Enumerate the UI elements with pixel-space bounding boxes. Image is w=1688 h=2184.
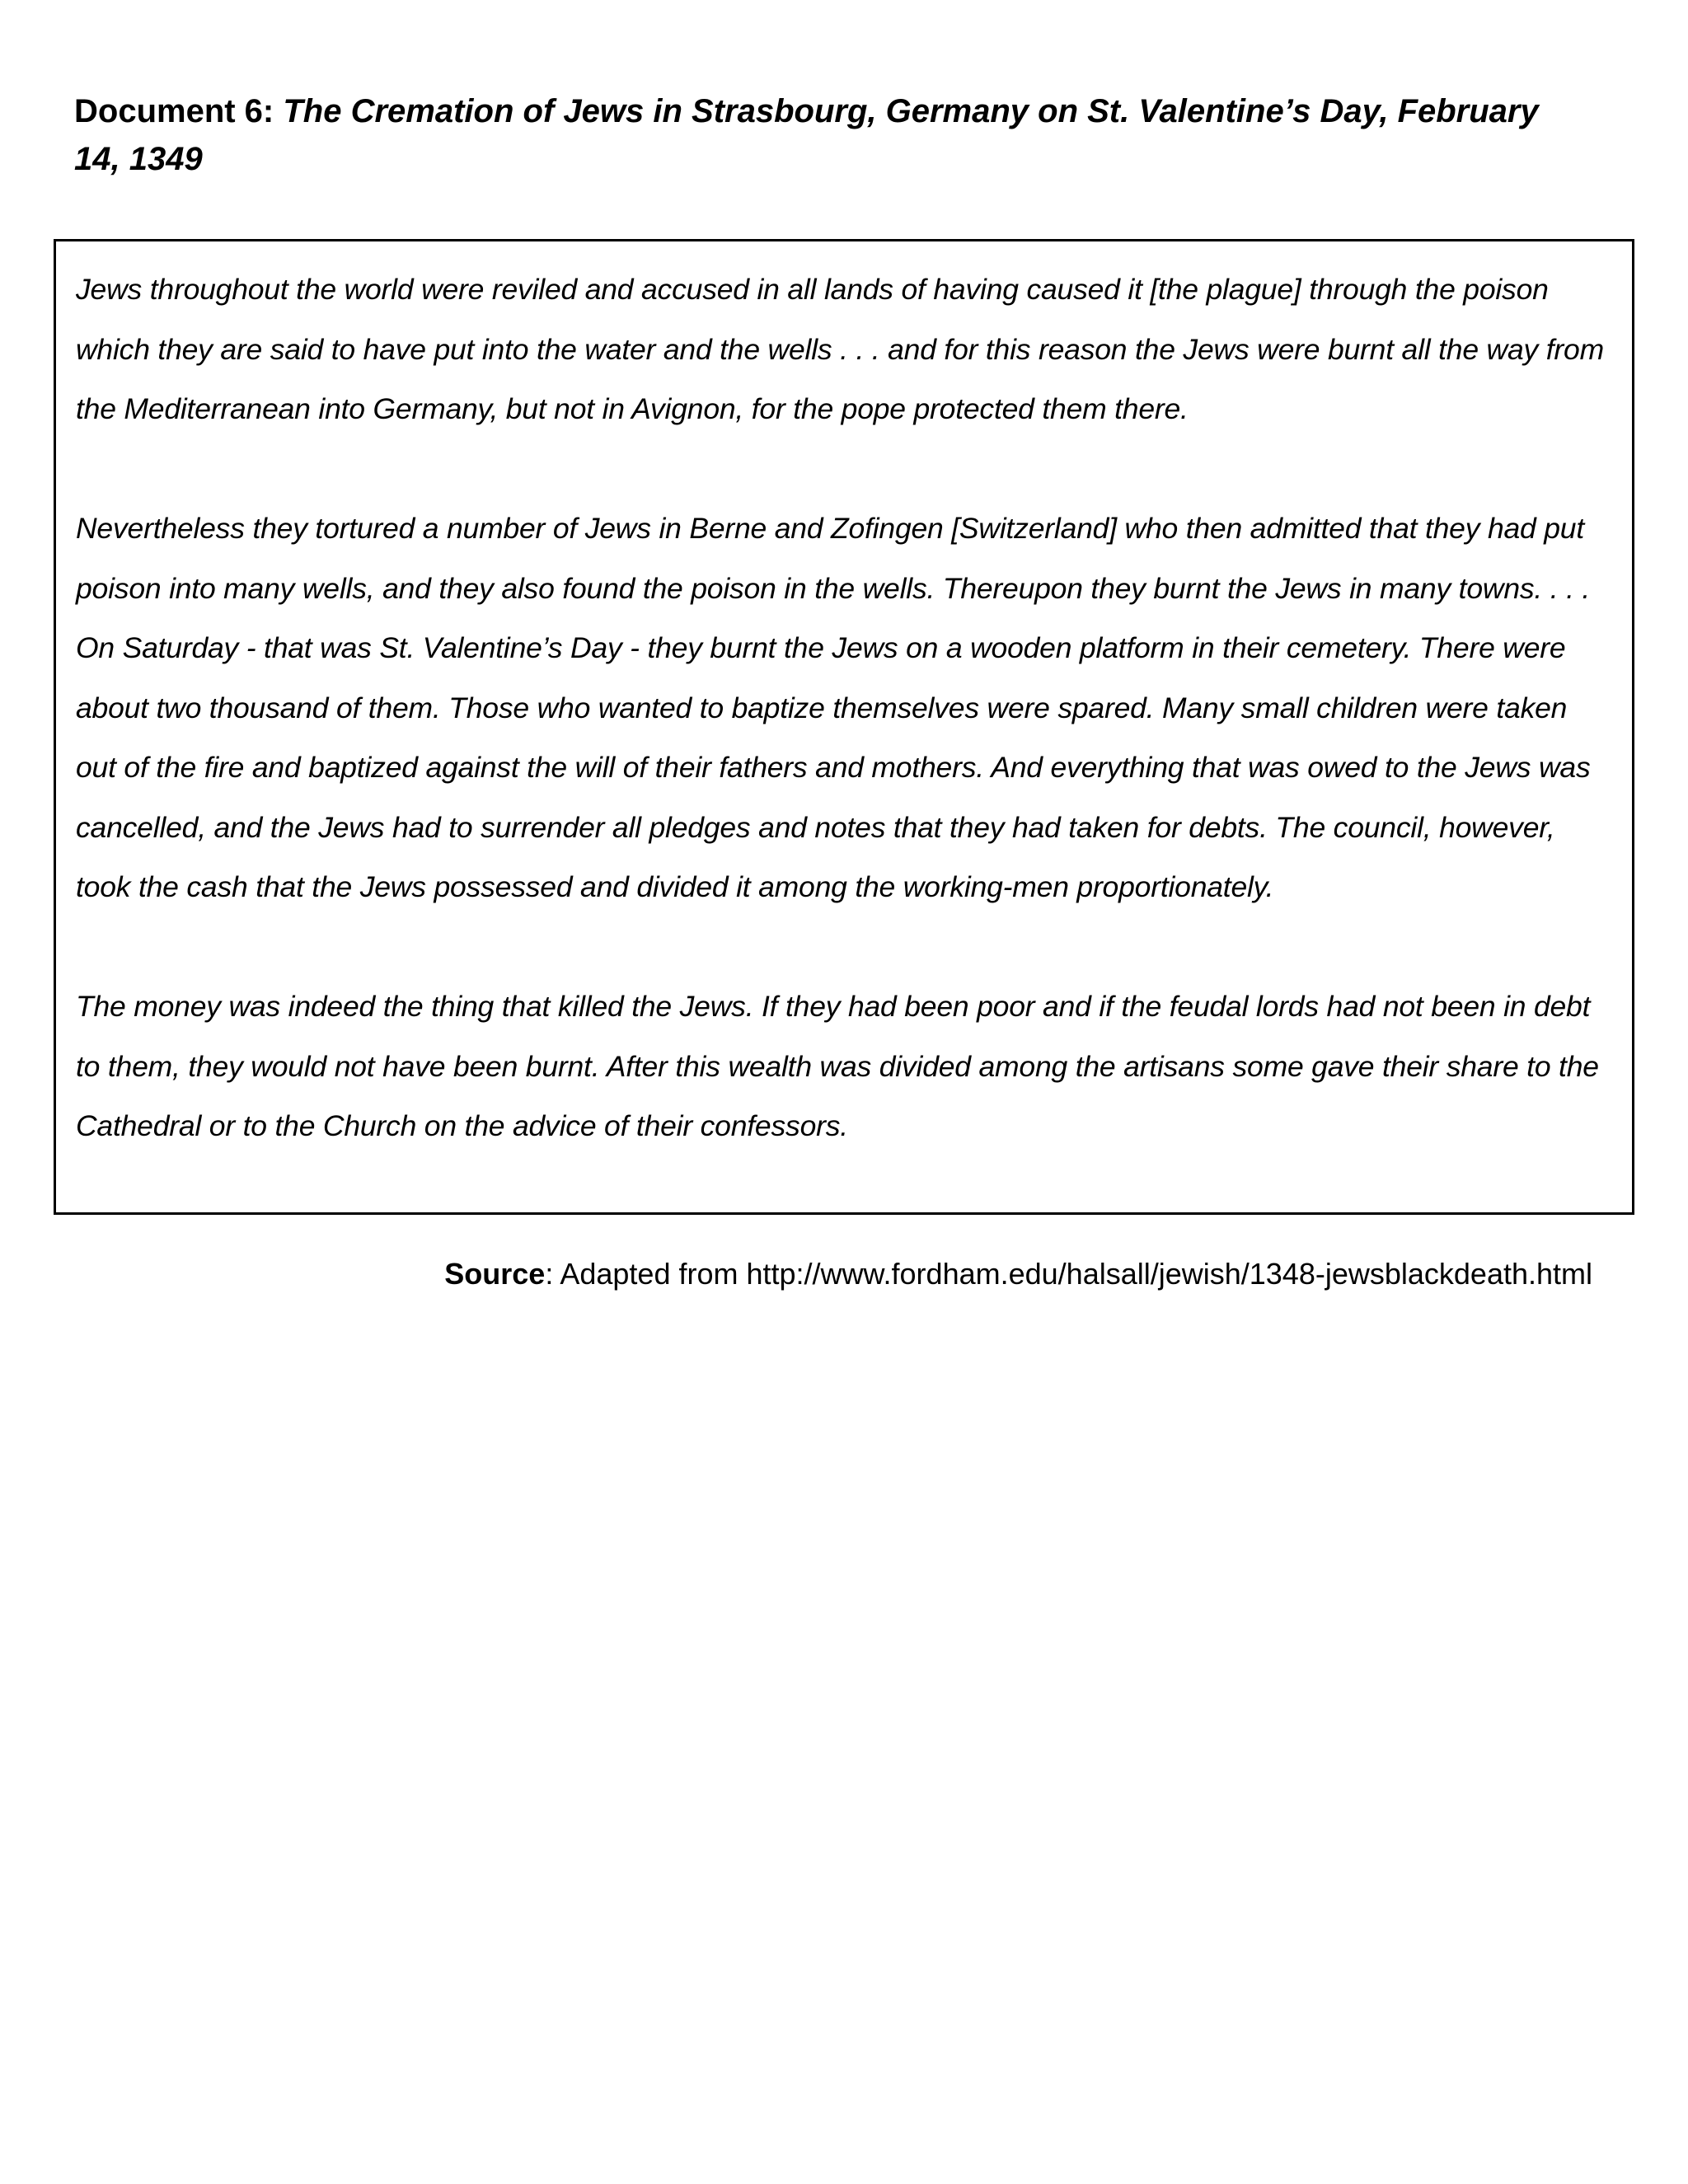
document-number-label: Document 6: (74, 93, 274, 129)
paragraph-spacer (76, 439, 1611, 499)
excerpt-paragraph-2: Nevertheless they tortured a number of Jews in Berne and Zofingen [Switzerland] who then admitted that they had put poison into many wells, and they also found the poison in the wells. Thereupon they burnt the Jews in many towns. . . . On Saturday - that was St. Valentine’s Day - they burnt the Jews on a wooden platform in their cemetery. There were about two thousand of them. Those who wanted to baptize themselves were spared. Many small children were taken out of the fire and baptized against the will of their fathers and mothers. And everything that was owed to the Jews was cancelled, and the Jews had to surrender all pledges and notes that they had taken for debts. The council, however, took the cash that the Jews possessed and divided it among the working-men proportionately. (76, 512, 1591, 903)
document-title-text: The Cremation of Jews in Strasbourg, Germany on St. Valentine’s Day, February 14, 1349 (74, 93, 1539, 177)
excerpt-paragraph-3: The money was indeed the thing that killed the Jews. If they had been poor and if the feudal lords had not been in debt to them, they would not have been burnt. After this wealth was divided among the artisans some gave their share to the Cathedral or to the Church on the advice of their confessors. (76, 990, 1599, 1142)
source-citation (444, 1253, 1592, 1296)
source-label: Source (444, 1257, 546, 1291)
paragraph-spacer (76, 917, 1611, 977)
excerpt-paragraph-1: Jews throughout the world were reviled and accused in all lands of having caused it [the plague] through the poison which they are said to have put into the water and the wells . . . and for this reason the Jews were burnt all the way from the Mediterranean into Germany, but not in Avignon, for the pope protected them there. (76, 273, 1604, 425)
document-title (74, 87, 1582, 183)
source-text: : Adapted from http://www.fordham.edu/halsall/jewish/1348-jewsblackdeath.html (545, 1257, 1592, 1291)
excerpt-box (54, 239, 1634, 1215)
